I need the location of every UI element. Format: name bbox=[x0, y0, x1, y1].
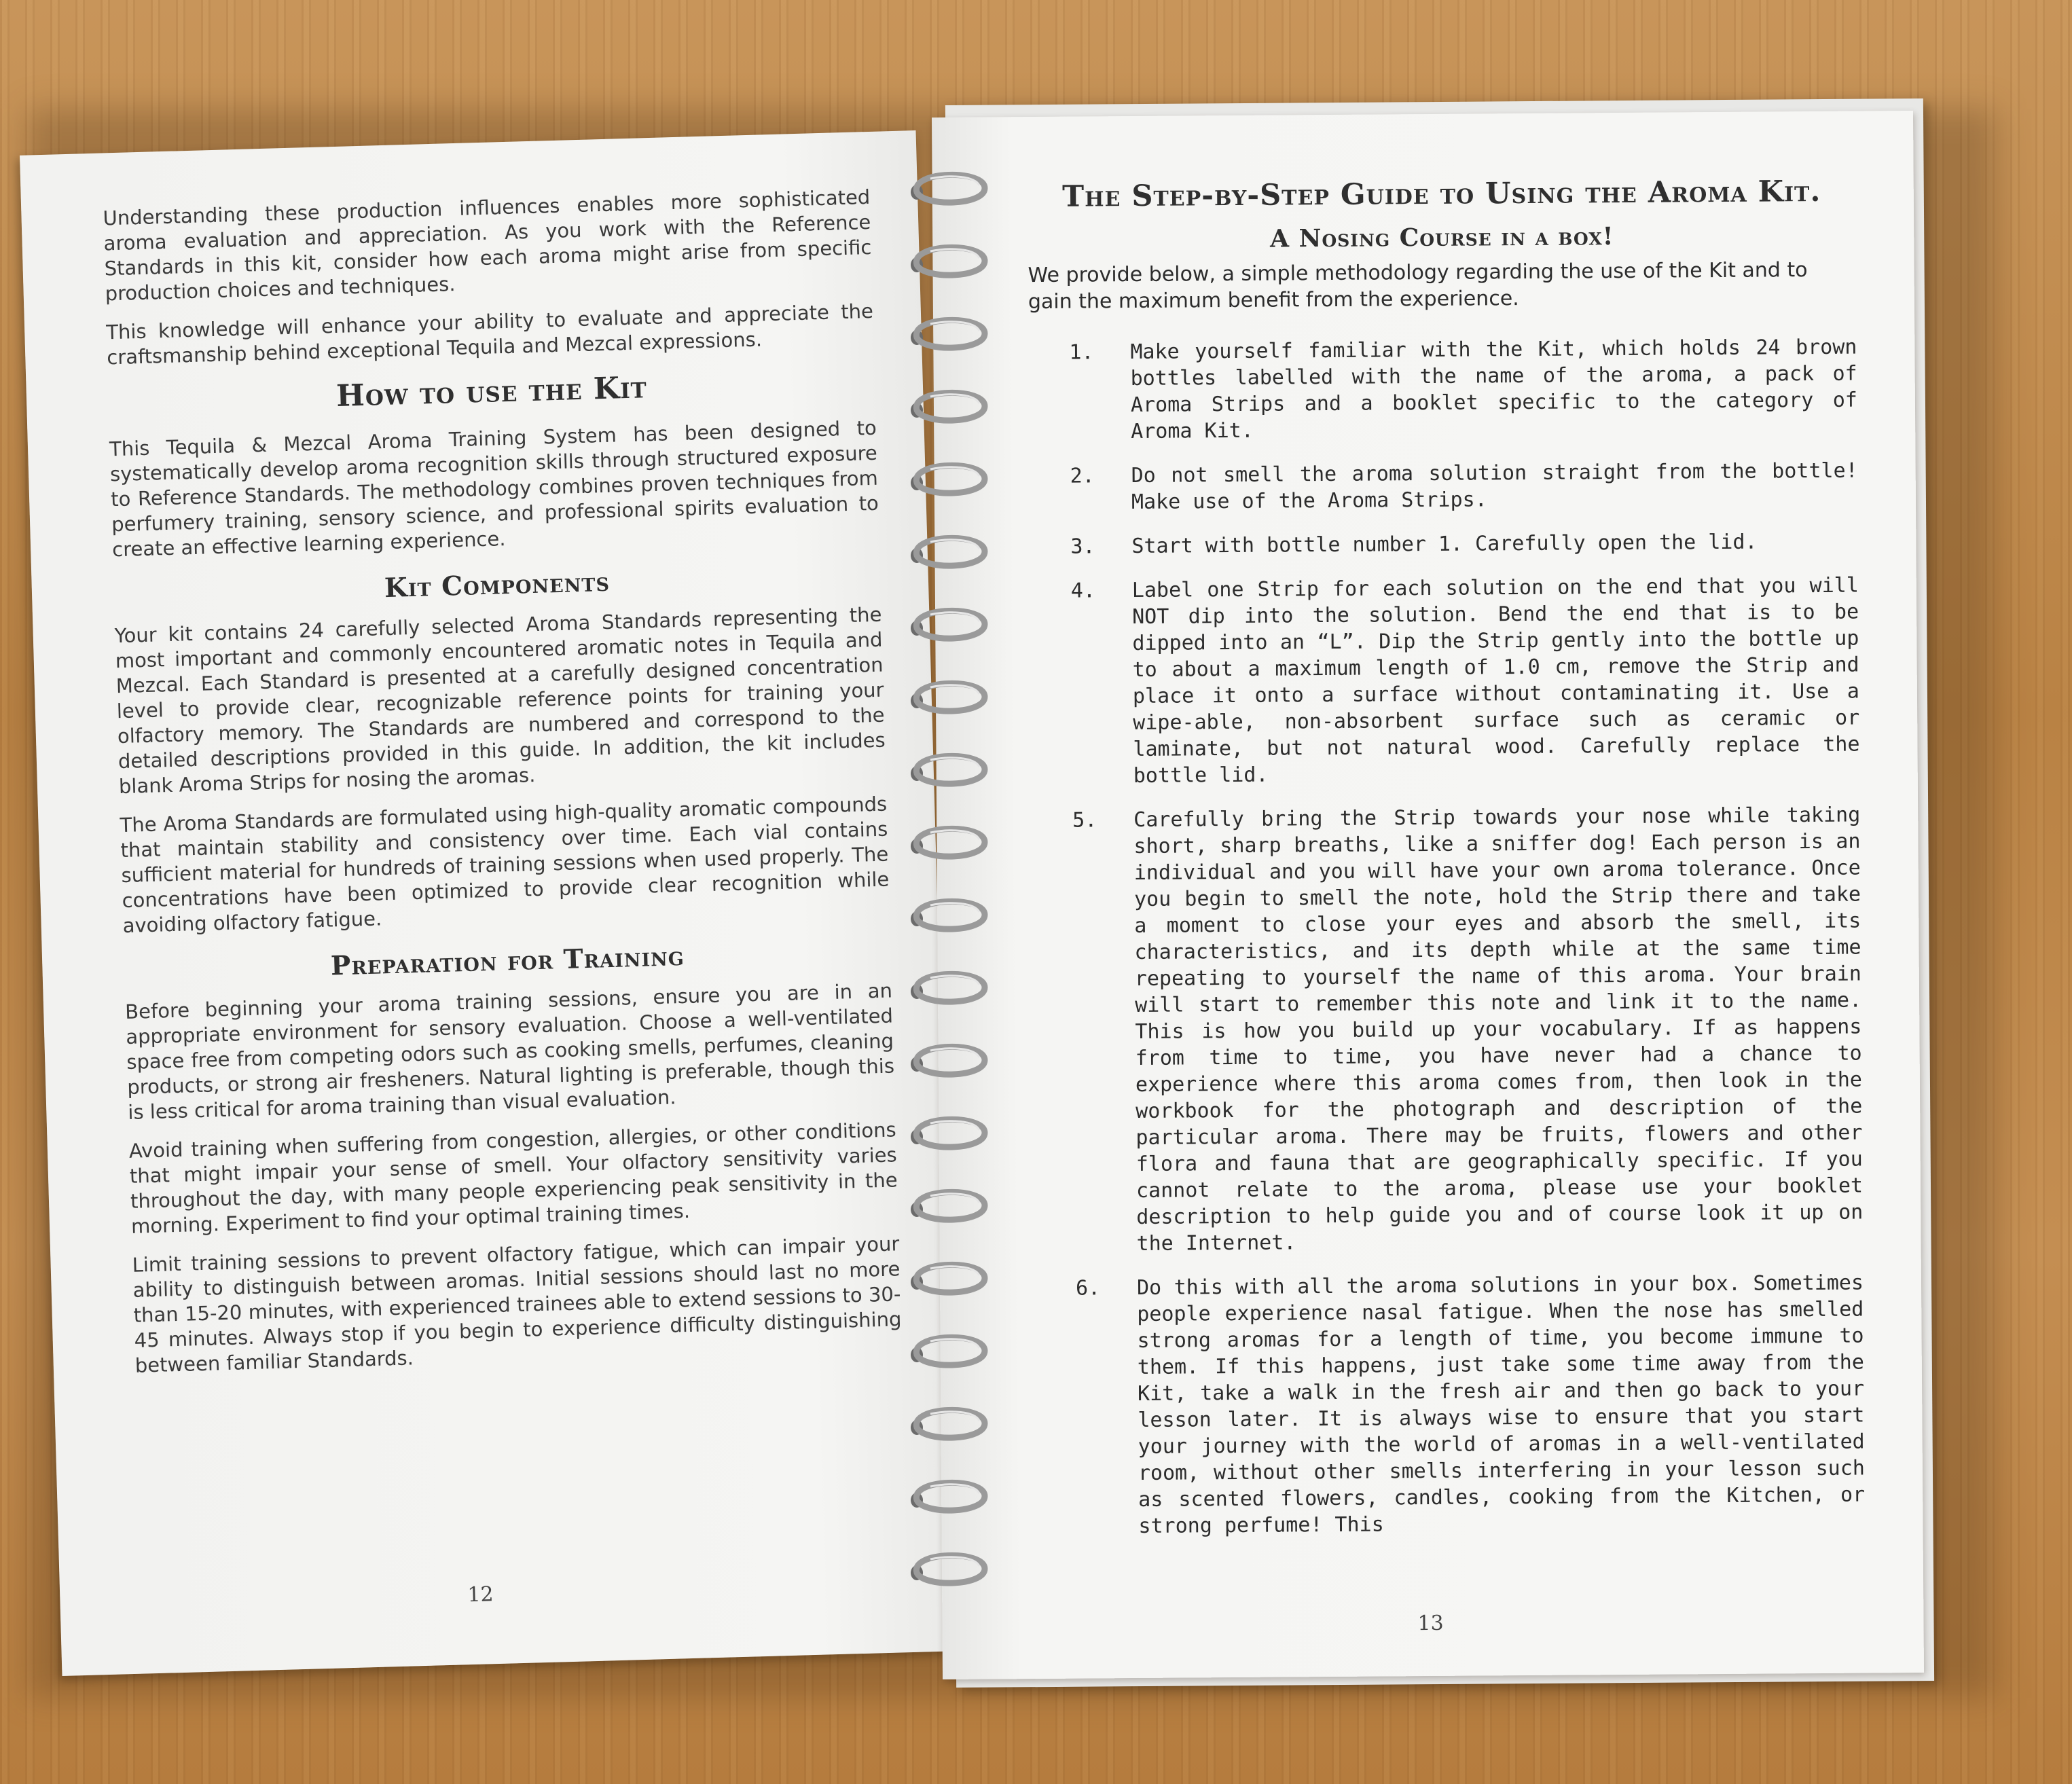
step-text: Do not smell the aroma solution straight from the bottle! Make use of the Aroma Strips. bbox=[1131, 458, 1858, 515]
step-number: 2. bbox=[1070, 464, 1095, 488]
spiral-loop bbox=[911, 1119, 985, 1147]
spiral-loop bbox=[911, 974, 985, 1002]
page-number: 13 bbox=[1417, 1611, 1444, 1636]
kit-components-heading: Kit Components bbox=[384, 566, 611, 604]
kit-components-paragraph: The Aroma Standards are formulated using high-quality aromatic compounds that maintain stability and consistency over time. Each vial contains sufficient material for hundreds of training sessions when used properly. The concentrations have been optimized to provide clear recognition while avoiding olfactory fatigue. bbox=[120, 792, 890, 938]
guide-title: The Step-by-Step Guide to Using the Aroma Kit. bbox=[1062, 174, 1821, 214]
spiral-loop bbox=[911, 829, 985, 856]
step-text: Carefully bring the Strip towards your nose while taking short, sharp breaths, like a sniffer dog! Each person is an individual and you will have your own aroma tolerance. Once you begin to smell the note, hold the Strip there and take a moment to close your eyes and absorb the smell, its characteristics, and its depth while at the same time repeating to yourself the name of this aroma. Your brain will start to remember this note and link it to the name. This is how you build up your vocabulary. If as happens from time to time, you have never had a chance to experience where this aroma comes from, then look in the workbook for the photograph and description of the particular aroma. There may be fruits, flowers and other flora and fauna that are geographically specific. If you cannot relate to the aroma, please use your booklet description to help guide you and of course look it up on the Internet. bbox=[1133, 803, 1864, 1256]
step-number: 6. bbox=[1075, 1276, 1101, 1300]
spiral-loop bbox=[911, 1046, 985, 1074]
step-text: Make yourself familiar with the Kit, which holds 24 brown bottles labelled with the name of the aroma, a pack of Aroma Strips and a booklet specific to the category of Aroma Kit. bbox=[1130, 335, 1858, 444]
guide-subtitle: A Nosing Course in a box! bbox=[1269, 222, 1614, 253]
spiral-loop bbox=[911, 247, 985, 275]
step-item bbox=[1028, 334, 1857, 446]
kit-components-paragraph: Your kit contains 24 carefully selected Aroma Standards representing the most important and commonly encountered aromatic notes in Tequila and Mezcal. Each Standard is presented at a carefully designed concentration level to provide clear, recognizable reference points for training your olfactory memory. The Standards are numbered and correspond to the detailed descriptions provided in this guide. In addition, the kit includes blank Aroma Strips for nosing the aromas. bbox=[114, 602, 886, 799]
how-to-use-heading: How to use the Kit bbox=[335, 370, 648, 414]
right-page bbox=[932, 111, 1924, 1679]
step-item bbox=[1032, 802, 1864, 1258]
spiral-loop bbox=[911, 1192, 985, 1220]
right-page-content bbox=[1028, 174, 1866, 1558]
preparation-heading: Preparation for Training bbox=[330, 941, 685, 982]
intro-paragraph: Understanding these production influences enables more sophisticated aroma evaluation and appreciation. As you work with the Reference Standards in this kit, consider how each aroma might arise from specific production choices and techniques. bbox=[103, 185, 872, 306]
step-number: 1. bbox=[1069, 340, 1094, 365]
step-text: Start with bottle number 1. Carefully open the lid. bbox=[1131, 530, 1758, 559]
spiral-loop bbox=[911, 320, 985, 348]
spiral-loop bbox=[911, 1555, 985, 1583]
spiral-loop bbox=[911, 1264, 985, 1292]
spiral-loop bbox=[911, 538, 985, 566]
intro-paragraph: This knowledge will enhance your ability to evaluate and appreciate the craftsmanship behind exceptional Tequila and Mezcal expressions. bbox=[105, 299, 874, 369]
step-number: 4. bbox=[1070, 579, 1096, 603]
left-page bbox=[20, 130, 958, 1676]
how-to-use-paragraph: This Tequila & Mezcal Aroma Training System has been designed to systematically develop aroma recognition skills through structured exposure to Reference Standards. The methodology combines proven techniques from perfumery training, sensory science, and professional spirits evaluation to create an effective learning experience. bbox=[109, 416, 879, 562]
preparation-paragraph: Before beginning your aroma training sessions, ensure you are in an appropriate environment for sensory evaluation. Choose a well-ventilated space free from competing odors such as cooking smells, perfumes, cleaning products, or strong air fresheners. Natural lighting is preferable, though this is less critical for aroma training than visual evaluation. bbox=[124, 979, 895, 1124]
spiral-loop bbox=[911, 683, 985, 711]
page-number: 12 bbox=[467, 1582, 494, 1607]
spiral-loop bbox=[911, 393, 985, 420]
step-item bbox=[1030, 528, 1858, 561]
guide-intro: We provide below, a simple methodology regarding the use of the Kit and to gain the maximum benefit from the experience. bbox=[1028, 258, 1808, 314]
spiral-loop bbox=[911, 901, 985, 929]
step-item bbox=[1035, 1270, 1866, 1541]
step-number: 5. bbox=[1072, 808, 1097, 833]
step-text: Label one Strip for each solution on the end that you will NOT dip into the solution. Bend the end that is to be dipped into an “L”. Dip the Strip gently into the bottle up to about a maximum length of 1.0 cm, remove the Strip and place it onto a surface without contaminating it. Use a wipe-able, non-absorbent surface such as ceramic or laminate, but not natural wood. Carefully replace the bottle lid. bbox=[1131, 573, 1860, 788]
step-item bbox=[1030, 458, 1859, 517]
preparation-paragraph: Avoid training when suffering from congestion, allergies, or other conditions that might impair your sense of smell. Your olfactory sensitivity varies throughout the day, with many people experiencing peak sensitivity in the morning. Experiment to find your optimal training times. bbox=[128, 1118, 898, 1238]
spiral-binding bbox=[883, 160, 1005, 1620]
step-number: 3. bbox=[1070, 534, 1095, 559]
left-page-content bbox=[103, 185, 903, 1392]
spiral-loop bbox=[911, 465, 985, 493]
spiral-loop bbox=[911, 1482, 985, 1510]
spiral-loop bbox=[911, 1337, 985, 1365]
spiral-loop bbox=[911, 1410, 985, 1438]
step-item bbox=[1030, 572, 1860, 790]
spiral-loop bbox=[911, 756, 985, 784]
spiral-loop bbox=[911, 175, 985, 202]
preparation-paragraph: Limit training sessions to prevent olfactory fatigue, which can impair your ability to distinguish between aromas. Initial sessions should last no more than 15-20 minutes, with experienced trainees able to extend sessions to 30-45 minutes. Always stop if you begin to experience difficulty distinguishing between familiar Standards. bbox=[132, 1232, 902, 1377]
steps-list bbox=[1028, 334, 1865, 1540]
step-text: Do this with all the aroma solutions in your box. Sometimes people experience nasal fatigue. When the nose has smelled strong aromas for a length of time, you become immune to them. If this happens, just take some time away from the Kit, take a walk in the fresh air and then go back to your lesson later. It is always wise to ensure that you start your journey with the world of aromas in a well-ventilated room, without other smells interfering in your lesson such as scented flowers, candles, cooking from the Kitchen, or strong perfume! This bbox=[1136, 1271, 1866, 1538]
spiral-loop bbox=[911, 611, 985, 638]
